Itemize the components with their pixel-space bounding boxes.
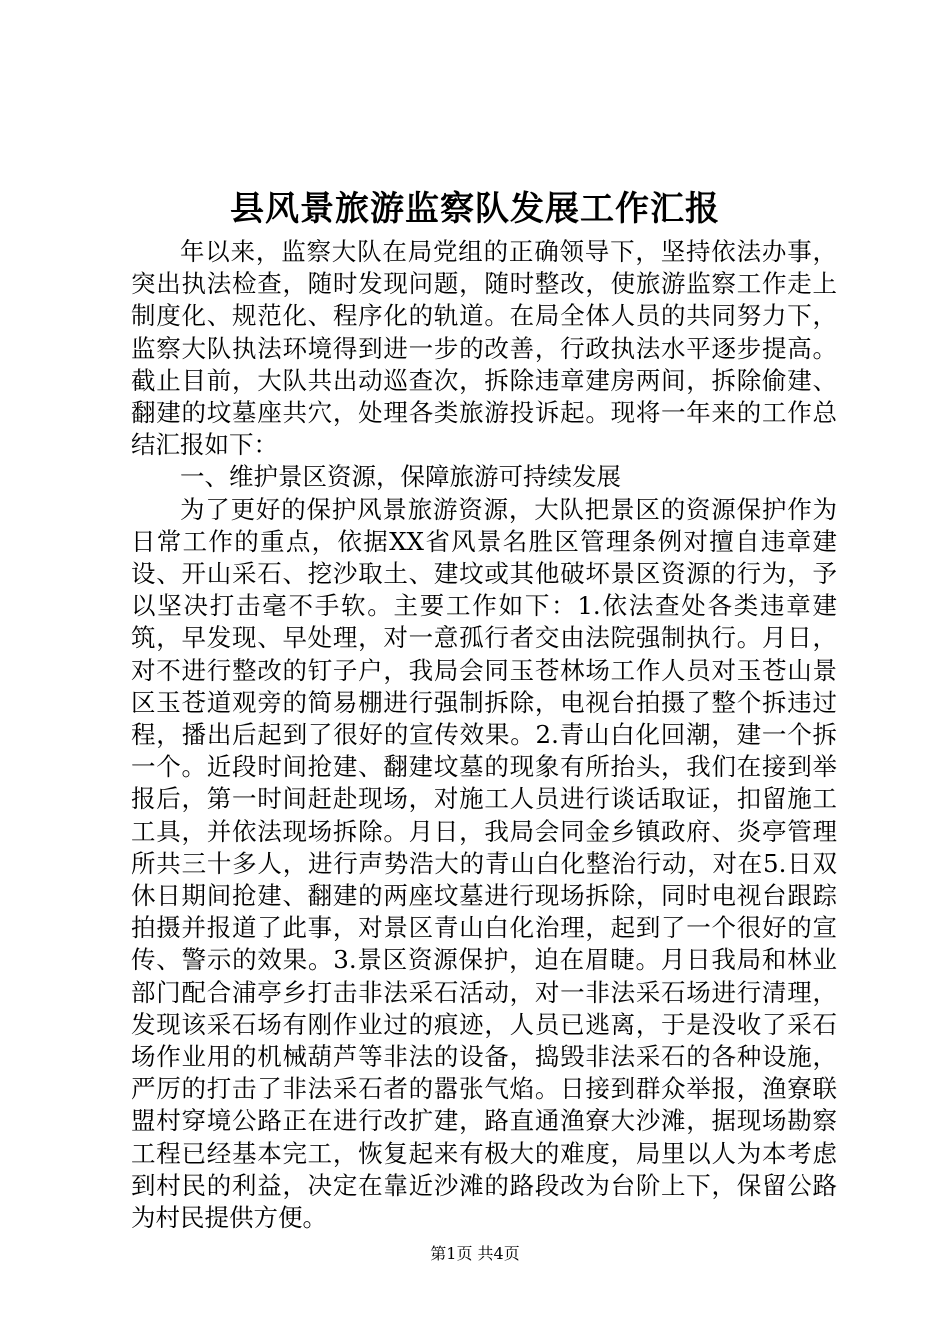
page-number-footer: 第1页 共4页 <box>430 1244 520 1263</box>
section-paragraph: 为了更好的保护风景旅游资源，大队把景区的资源保护作为日常工作的重点，依据XX省风景名胜区管理条例对擅自违章建设、开山采石、挖沙取土、建坟或其他破坏景区资源的行为，予以坚决打击毫不手软。主要工作如下：1.依法查处各类违章建筑，早发现、早处理，对一意孤行者交由法院强制执行。月日，对不进行整改的钉子户，我局会同玉苍林场工作人员对玉苍山景区玉苍道观旁的简易棚进行强制拆除，电视台拍摄了整个拆违过程，播出后起到了很好的宣传效果。2.青山白化回潮，建一个拆一个。近段时间抢建、翻建坟墓的现象有所抬头，我们在接到举报后，第一时间赶赴现场，对施工人员进行谈话取证，扣留施工工具，并依法现场拆除。月日，我局会同金乡镇政府、炎亭管理所共三十多人，进行声势浩大的青山白化整治行动，对在5.日双休日期间抢建、翻建的两座坟墓进行现场拆除，同时电视台跟踪拍摄并报道了此事，对景区青山白化治理，起到了一个很好的宣传、警示的效果。3.景区资源保护，迫在眉睫。月日我局和林业部门配合浦亭乡打击非法采石活动，对一非法采石场进行清理，发现该采石场有刚作业过的痕迹，人员已逃离，于是没收了采石场作业用的机械葫芦等非法的设备，捣毁非法采石的各种设施，严厉的打击了非法采石者的嚣张气焰。日接到群众举报，渔寮联盟村穿境公路正在进行改扩建，路直通渔寮大沙滩，据现场勘察工程已经基本完工，恢复起来有极大的难度，局里以人为本考虑到村民的利益，决定在靠近沙滩的路段改为台阶上下，保留公路为村民提供方便。 <box>131 494 837 1233</box>
section-heading: 一、维护景区资源，保障旅游可持续发展 <box>180 462 621 492</box>
document-title: 县风景旅游监察队发展工作汇报 <box>230 189 720 229</box>
intro-paragraph: 年以来，监察大队在局党组的正确领导下，坚持依法办事，突出执法检查，随时发现问题，随时整改，使旅游监察工作走上制度化、规范化、程序化的轨道。在局全体人员的共同努力下，监察大队执法环境得到进一步的改善，行政执法水平逐步提高。截止目前，大队共出动巡查次，拆除违章建房两间，拆除偷建、翻建的坟墓座共穴，处理各类旅游投诉起。现将一年来的工作总结汇报如下： <box>131 237 837 460</box>
document-body <box>131 236 837 1234</box>
